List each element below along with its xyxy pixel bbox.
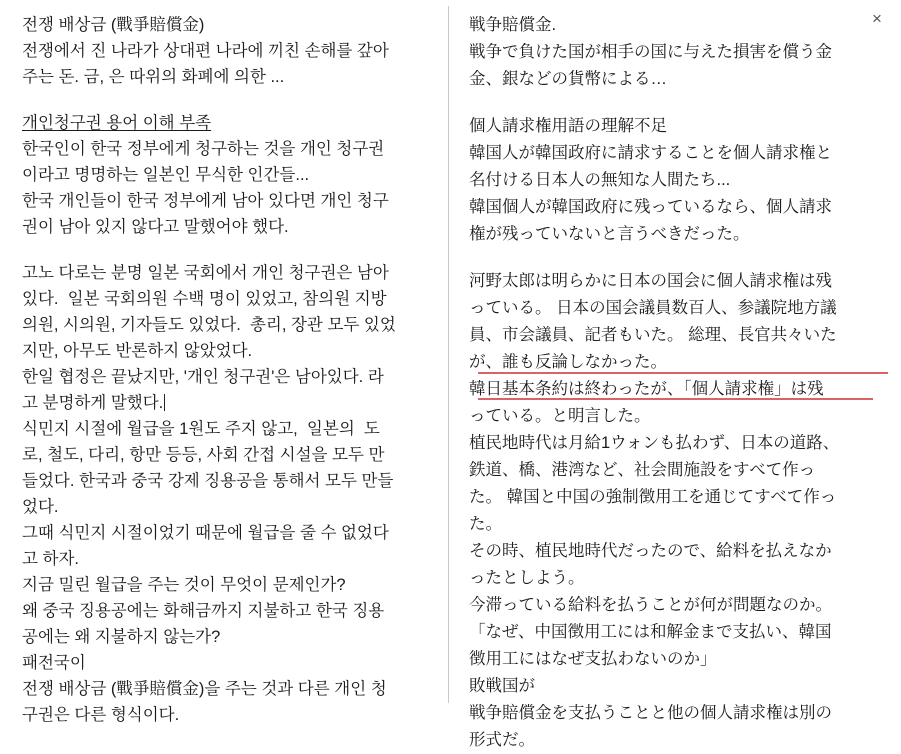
source-line: 었다. bbox=[22, 498, 59, 516]
translation-line: 植民地時代は月給1ウォンも払わず、日本の道路、 bbox=[469, 434, 840, 452]
translation-block-3 bbox=[469, 268, 887, 754]
translation-line: 名付ける日本人の無知な人間たち... bbox=[469, 171, 731, 189]
translation-line: 形式だ。 bbox=[469, 731, 535, 749]
translation-line: 権が残っていないと言うべきだった。 bbox=[469, 225, 750, 243]
block-spacer bbox=[469, 93, 887, 113]
translation-line: 戦争賠償金を支払うことと他の個人請求権は別の bbox=[469, 704, 832, 722]
translation-line: 韓国人が韓国政府に請求することを個人請求権と bbox=[469, 144, 832, 162]
translation-line: 韓国個人が韓国政府に残っているなら、個人請求 bbox=[469, 198, 832, 216]
translation-line: 員、市会議員、記者もいた。 総理、長官共々いた bbox=[469, 326, 837, 344]
translation-line: その時、植民地時代だったので、給料を払えなか bbox=[469, 542, 832, 560]
block-spacer bbox=[22, 240, 430, 260]
translation-line: 今滞っている給料を払うことが何が問題なのか。 bbox=[469, 596, 832, 614]
source-line: 고 하자. bbox=[22, 550, 79, 568]
translated-text-pane bbox=[449, 0, 901, 749]
source-line: 그때 식민지 시절이었기 때문에 월급을 줄 수 없었다 bbox=[22, 524, 389, 542]
source-block-2 bbox=[22, 110, 430, 240]
source-line-with-caret bbox=[22, 390, 430, 416]
highlight-underline-2 bbox=[478, 398, 873, 400]
underlined-term: 개인청구권 용어 이해 부족 bbox=[22, 114, 212, 132]
source-line: 주는 돈. 금, 은 따위의 화폐에 의한 ... bbox=[22, 68, 285, 86]
source-line: 권이 남아 있지 않다고 말했어야 했다. bbox=[22, 218, 289, 236]
translation-line: 金、銀などの貨幣による… bbox=[469, 70, 667, 88]
translation-line: 個人請求権用語の理解不足 bbox=[469, 117, 667, 135]
translation-block-2 bbox=[469, 113, 887, 248]
source-line: 공에는 왜 지불하지 않는가? bbox=[22, 628, 221, 646]
translation-line: 敗戦国が bbox=[469, 677, 535, 695]
highlight-underline-1 bbox=[478, 372, 888, 374]
block-spacer bbox=[22, 90, 430, 110]
translation-line: ったとしよう。 bbox=[469, 569, 585, 587]
source-line: 이라고 명명하는 일본인 무식한 인간들... bbox=[22, 166, 310, 184]
translation-line: 「なぜ、中国徴用工には和解金まで支払い、韓国 bbox=[469, 623, 832, 641]
translation-line: 戦争賠償金. bbox=[469, 16, 557, 34]
source-line bbox=[22, 110, 430, 136]
translation-line: 鉄道、橋、港湾など、社会間施設をすべて作っ bbox=[469, 461, 816, 479]
close-icon[interactable]: × bbox=[872, 9, 882, 28]
source-line: 패전국이 bbox=[22, 654, 86, 672]
block-spacer bbox=[469, 248, 887, 268]
source-line: 로, 철도, 다리, 항만 등등, 사회 간접 시설을 모두 만 bbox=[22, 446, 385, 464]
source-line: 왜 중국 징용공에는 화해금까지 지불하고 한국 징용 bbox=[22, 602, 385, 620]
source-block-1 bbox=[22, 12, 430, 90]
source-line: 지만, 아무도 반론하지 않았었다. bbox=[22, 342, 253, 360]
source-text-pane bbox=[0, 0, 448, 724]
source-line: 있다. 일본 국회의원 수백 명이 있었고, 참의원 지방 bbox=[22, 290, 387, 308]
source-line: 들었다. 한국과 중국 강제 징용공을 통해서 모두 만들 bbox=[22, 472, 394, 490]
source-line: 식민지 시절에 월급을 1원도 주지 않고, 일본의 도 bbox=[22, 420, 380, 438]
translation-line: 徴用工にはなぜ支払わないのか」 bbox=[469, 650, 717, 668]
source-line: 한일 협정은 끝났지만, '개인 청구권'은 남아있다. 라 bbox=[22, 368, 384, 386]
source-line: 전쟁 배상금 (戰爭賠償金)을 주는 것과 다른 개인 청 bbox=[22, 680, 387, 698]
source-line: 한국 개인들이 한국 정부에게 남아 있다면 개인 청구 bbox=[22, 192, 389, 210]
source-line: 전쟁에서 진 나라가 상대편 나라에 끼친 손해를 갚아 bbox=[22, 42, 389, 60]
translation-line: 戦争で負けた国が相手の国に与えた損害を償う金 bbox=[469, 43, 832, 61]
translation-line-highlighted: っている。と明言した。 bbox=[469, 407, 651, 425]
source-line: 구권은 다른 형식이다. bbox=[22, 706, 180, 724]
translation-block-1 bbox=[469, 9, 887, 93]
source-line: 의원, 시의원, 기자들도 있었다. 총리, 장관 모두 있었 bbox=[22, 316, 396, 334]
translation-line: 河野太郎は明らかに日本の国会に個人請求権は残 bbox=[469, 272, 832, 290]
source-line: 고노 다로는 분명 일본 국회에서 개인 청구권은 남아 bbox=[22, 264, 389, 282]
source-line: 한국인이 한국 정부에게 청구하는 것을 개인 청구권 bbox=[22, 140, 385, 158]
translation-line: っている。 日本の国会議員数百人、参議院地方議 bbox=[469, 299, 837, 317]
source-line: 전쟁 배상금 (戰爭賠償金) bbox=[22, 16, 205, 34]
translation-line-highlighted: 韓日基本条約は終わったが、「個人請求権」は残 bbox=[469, 380, 824, 398]
source-block-3 bbox=[22, 260, 430, 728]
source-line: 지금 밀린 월급을 주는 것이 무엇이 문제인가? bbox=[22, 576, 346, 594]
translation-line: た。 韓国と中国の強制徴用工を通じてすべて作っ bbox=[469, 488, 837, 506]
translation-line: た。 bbox=[469, 515, 502, 533]
text-caret bbox=[164, 394, 165, 411]
source-line-text: 고 분명하게 말했다. bbox=[22, 394, 164, 412]
translation-line: が、誰も反論しなかった。 bbox=[469, 353, 667, 371]
